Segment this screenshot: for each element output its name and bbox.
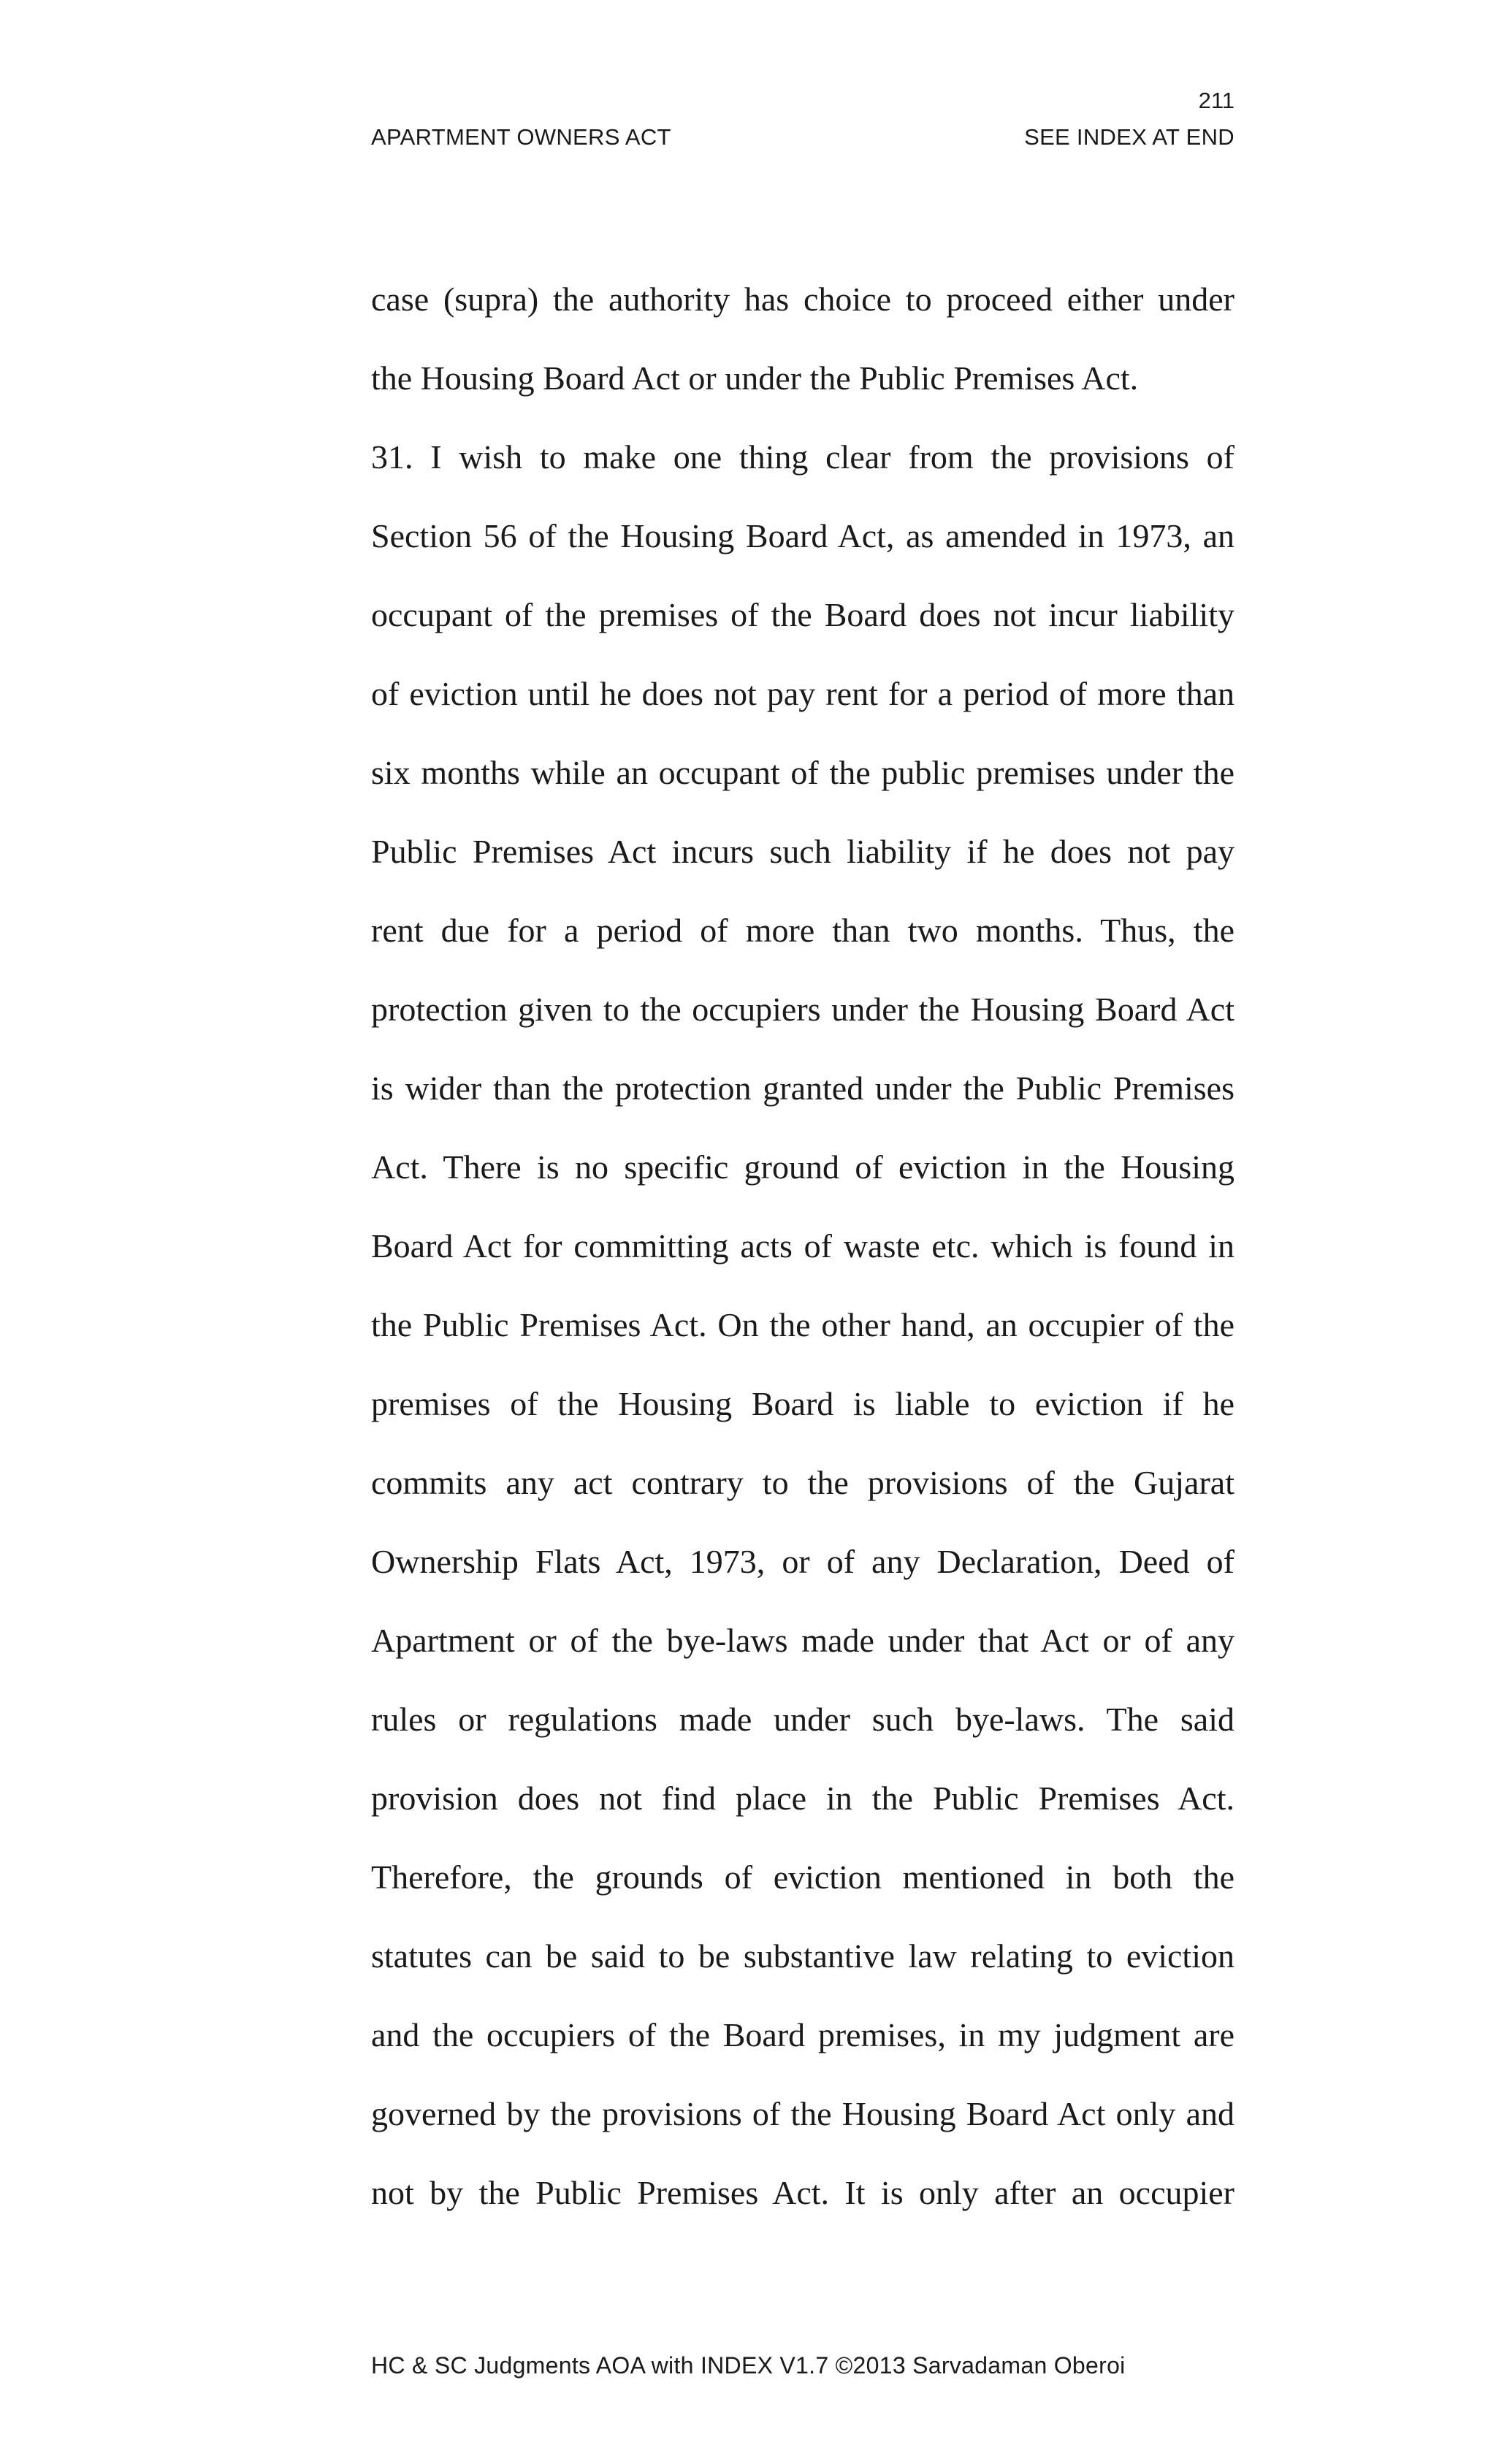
text-line: and the occupiers of the Board premises, in my judgment are xyxy=(371,2016,1234,2053)
text-line: occupant of the premises of the Board does not incur liability xyxy=(371,596,1234,633)
text-line: Section 56 of the Housing Board Act, as amended in 1973, an xyxy=(371,517,1234,554)
text-line: Therefore, the grounds of eviction mentioned in both the xyxy=(371,1858,1234,1896)
text-line: Ownership Flats Act, 1973, or of any Declaration, Deed of xyxy=(371,1543,1234,1580)
text-line: statutes can be said to be substantive law relating to eviction xyxy=(371,1937,1234,1975)
page-footer: HC & SC Judgments AOA with INDEX V1.7 ©2013 Sarvadaman Oberoi xyxy=(371,2352,1126,2379)
text-line: provision does not find place in the Public Premises Act. xyxy=(371,1780,1234,1817)
running-header-title: APARTMENT OWNERS ACT xyxy=(371,124,671,150)
text-line: the Public Premises Act. On the other hand, an occupier of the xyxy=(371,1306,1234,1343)
text-line: protection given to the occupiers under the Housing Board Act xyxy=(371,991,1234,1028)
running-header-index-note: SEE INDEX AT END xyxy=(1024,124,1234,150)
text-line: rent due for a period of more than two months. Thus, the xyxy=(371,912,1234,949)
text-line: 31. I wish to make one thing clear from the provisions of xyxy=(371,438,1234,476)
text-line: governed by the provisions of the Housing Board Act only and xyxy=(371,2095,1234,2132)
text-line: not by the Public Premises Act. It is only after an occupier xyxy=(371,2174,1234,2211)
text-line: Act. There is no specific ground of eviction in the Housing xyxy=(371,1148,1234,1186)
text-line: is wider than the protection granted under the Public Premises xyxy=(371,1069,1234,1107)
text-line: Public Premises Act incurs such liability if he does not pay xyxy=(371,833,1234,870)
text-line: the Housing Board Act or under the Public Premises Act. xyxy=(371,359,1139,397)
text-line: premises of the Housing Board is liable to eviction if he xyxy=(371,1385,1234,1422)
text-line: commits any act contrary to the provisions of the Gujarat xyxy=(371,1464,1234,1501)
page-number: 211 xyxy=(1198,88,1234,113)
text-line: case (supra) the authority has choice to proceed either under xyxy=(371,281,1234,318)
text-line: of eviction until he does not pay rent for a period of more than xyxy=(371,675,1234,712)
text-line: Apartment or of the bye-laws made under that Act or of any xyxy=(371,1622,1234,1659)
text-line: Board Act for committing acts of waste etc. which is found in xyxy=(371,1227,1234,1265)
text-line: six months while an occupant of the public premises under the xyxy=(371,754,1234,791)
text-line: rules or regulations made under such bye-laws. The said xyxy=(371,1701,1234,1738)
judgment-body-text xyxy=(371,260,1234,2232)
